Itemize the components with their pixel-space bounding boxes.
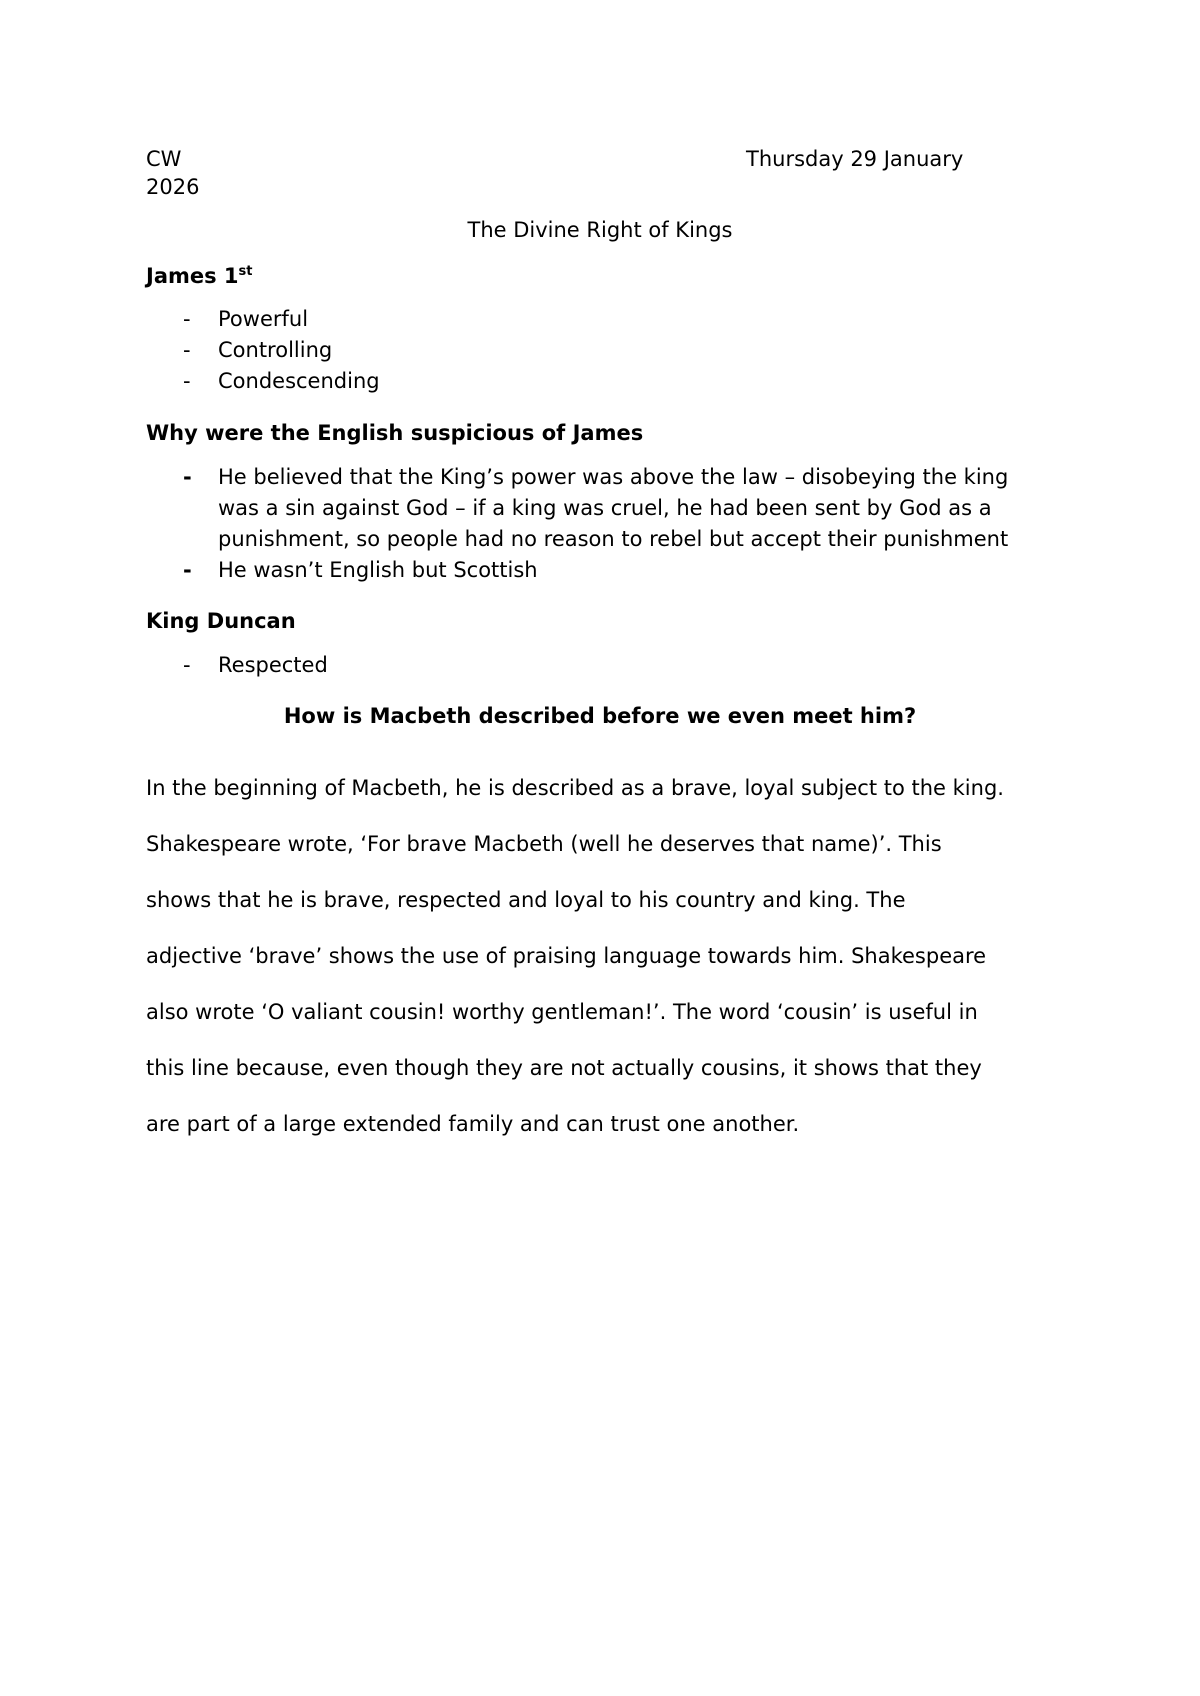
duncan-item-respected: Respected bbox=[218, 653, 328, 677]
answer-line-1: In the beginning of Macbeth, he is described as a brave, loyal subject to the king. bbox=[146, 776, 1004, 800]
james-item-controlling: Controlling bbox=[218, 338, 333, 362]
answer-line-6: this line because, even though they are not actually cousins, it shows that they bbox=[146, 1056, 982, 1080]
header-year: 2026 bbox=[146, 175, 200, 199]
bullet-marker: - bbox=[183, 369, 191, 393]
suspicion-item2: He wasn’t English but Scottish bbox=[218, 558, 538, 582]
answer-line-7: are part of a large extended family and can trust one another. bbox=[146, 1112, 800, 1136]
answer-paragraph bbox=[146, 746, 1076, 1166]
james-heading-sup: st bbox=[238, 264, 253, 279]
suspicion-item1-line1: He believed that the King’s power was above the law – disobeying the king bbox=[218, 465, 1009, 489]
answer-line-3: shows that he is brave, respected and loyal to his country and king. The bbox=[146, 888, 906, 912]
james-heading-text: James 1 bbox=[146, 264, 239, 288]
answer-line-4: adjective ‘brave’ shows the use of praising language towards him. Shakespeare bbox=[146, 944, 987, 968]
bullet-marker: - bbox=[183, 653, 191, 677]
duncan-heading: King Duncan bbox=[146, 609, 296, 633]
suspicion-heading: Why were the English suspicious of James bbox=[146, 421, 644, 445]
bullet-marker: - bbox=[183, 558, 192, 582]
header-left: CW bbox=[146, 147, 182, 171]
answer-line-5: also wrote ‘O valiant cousin! worthy gentleman!’. The word ‘cousin’ is useful in bbox=[146, 1000, 978, 1024]
james-heading bbox=[146, 262, 252, 290]
answer-line-2: Shakespeare wrote, ‘For brave Macbeth (well he deserves that name)’. This bbox=[146, 832, 942, 856]
header-date: Thursday 29 January bbox=[746, 147, 964, 171]
suspicion-item1-line2: was a sin against God – if a king was cruel, he had been sent by God as a bbox=[218, 496, 992, 520]
suspicion-item1-line3: punishment, so people had no reason to rebel but accept their punishment bbox=[218, 527, 1009, 551]
james-item-powerful: Powerful bbox=[218, 307, 309, 331]
page-title: The Divine Right of Kings bbox=[467, 218, 733, 242]
bullet-marker: - bbox=[183, 465, 192, 489]
bullet-marker: - bbox=[183, 338, 191, 362]
bullet-marker: - bbox=[183, 307, 191, 331]
james-item-condescending: Condescending bbox=[218, 369, 380, 393]
question-heading: How is Macbeth described before we even meet him? bbox=[283, 704, 917, 728]
